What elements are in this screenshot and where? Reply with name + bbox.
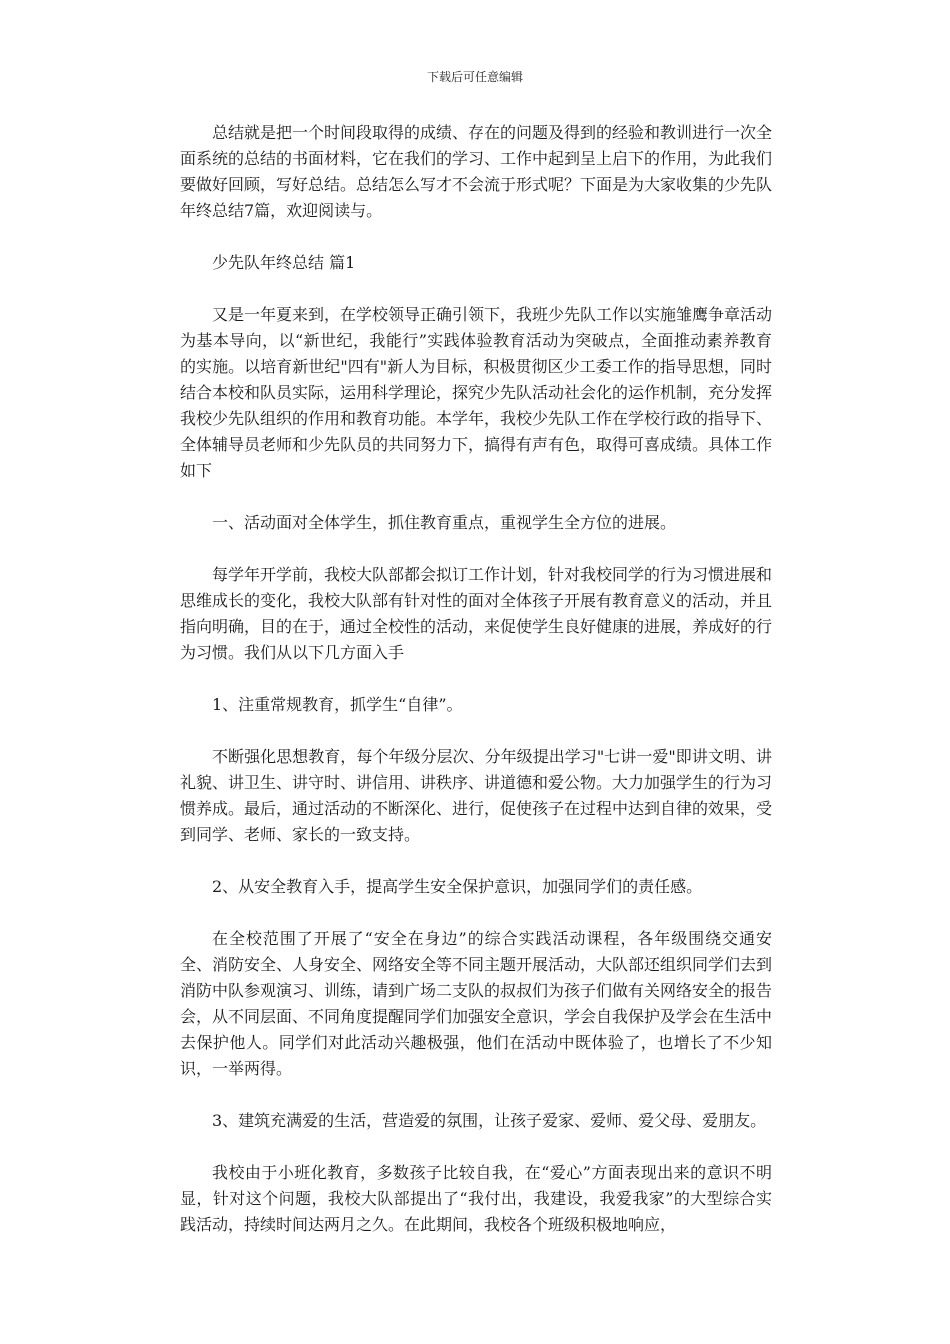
paragraph-3: 不断强化思想教育，每个年级分层次、分年级提出学习"七讲一爱"即讲文明、讲礼貌、讲卫生、讲守时、讲信用、讲秩序、讲道德和爱公物。大力加强学生的行为习惯养成。最后，通过活动的不断深化、进行，促使孩子在过程中达到自律的效果，受到同学、老师、家长的一致支持。 — [180, 747, 773, 844]
heading-2: 1、注重常规教育，抓学生“自律”。 — [212, 695, 463, 714]
intro-paragraph: 总结就是把一个时间段取得的成绩、存在的问题及得到的经验和教训进行一次全面系统的总结的书面材料，它在我们的学习、工作中起到呈上启下的作用，为此我们要做好回顾，写好总结。总结怎么写才不会流于形式呢？下面是为大家收集的少先队年终总结7篇，欢迎阅读与。 — [180, 123, 773, 220]
page-header-note: 下载后可任意编辑 — [426, 70, 523, 84]
heading-3: 2、从安全教育入手，提高学生安全保护意识，加强同学们的责任感。 — [212, 877, 703, 896]
paragraph-5: 我校由于小班化教育，多数孩子比较自我，在“爱心”方面表现出来的意识不明显，针对这个问题，我校大队部提出了“我付出，我建设，我爱我家”的大型综合实践活动，持续时间达两月之久。在此期间，我校各个班级积极地响应， — [180, 1163, 772, 1234]
paragraph-4: 在全校范围了开展了“安全在身边”的综合实践活动课程，各年级围绕交通安全、消防安全、人身安全、网络安全等不同主题开展活动，大队部还组织同学们去到消防中队参观演习、训练，请到广场二支队的叔叔们为孩子们做有关网络安全的报告会，从不同层面、不同角度提醒同学们加强安全意识，学会自我保护及学会在生活中去保护他人。同学们对此活动兴趣极强，他们在活动中既体验了，也增长了不少知识，一举两得。 — [180, 929, 773, 1078]
paragraph-2: 每学年开学前，我校大队部都会拟订工作计划，针对我校同学的行为习惯进展和思维成长的变化，我校大队部有针对性的面对全体孩子开展有教育意义的活动，并且指向明确，目的在于，通过全校性的活动，来促使学生良好健康的进展，养成好的行为习惯。我们从以下几方面入手 — [180, 565, 773, 662]
paragraph-1: 又是一年夏来到，在学校领导正确引领下，我班少先队工作以实施雏鹰争章活动为基本导向，以“新世纪，我能行”实践体验教育活动为突破点，全面推动素养教育的实施。以培育新世纪"四有"新人为目标，积极贯彻区少工委工作的指导思想，同时结合本校和队员实际，运用科学理论，探究少先队活动社会化的运作机制，充分发挥我校少先队组织的作用和教育功能。本学年，我校少先队工作在学校行政的指导下、全体辅导员老师和少先队员的共同努力下，搞得有声有色，取得可喜成绩。具体工作如下 — [180, 305, 773, 480]
heading-1: 一、活动面对全体学生，抓住教育重点，重视学生全方位的进展。 — [212, 513, 677, 532]
document-body — [180, 120, 772, 1264]
heading-4: 3、建筑充满爱的生活，营造爱的氛围，让孩子爱家、爱师、爱父母、爱朋友。 — [212, 1111, 767, 1130]
section-title: 少先队年终总结 篇1 — [212, 253, 356, 272]
